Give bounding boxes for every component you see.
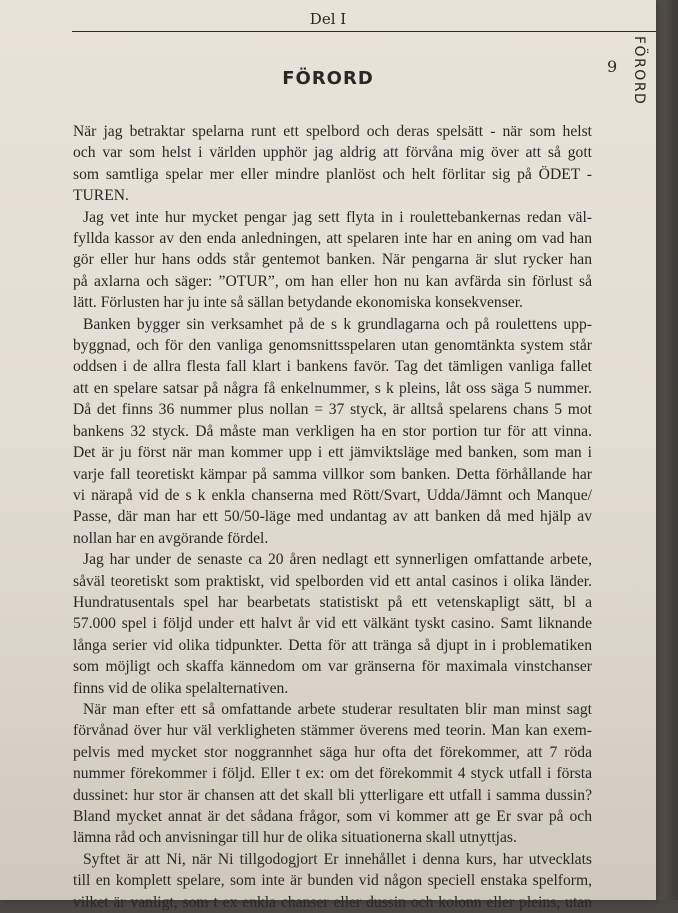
text-line: som samtliga spelar mer eller mindre planlöst och helt förlitar sig på ÖDET - [73,165,592,183]
body-text [73,121,592,913]
paragraph [73,314,592,549]
text-line: på axlarna och säger: ”OTUR”, om han eller hon nu kan avfärda sin förlust så [73,272,592,290]
text-line: dussinet: hur stor är chansen att det skall bli ytterligare ett utfall i samma dussin? [73,786,592,804]
paragraph [73,549,592,699]
text-line: När man efter ett så omfattande arbete studerar resultaten blir man minst sagt [83,700,592,718]
text-line: nollan har en avgörande fördel. [73,529,269,547]
text-line: Passe, där man har ett 50/50-läge med undantag av att banken då med hjälp av [73,508,592,526]
paragraph [73,849,592,913]
header-rule [72,31,656,32]
text-line: som möjligt och skaffa kännedom om var gränserna för maximala vinstchanser [73,658,592,676]
text-line: Bland mycket annat är det sådana frågor, som vi kommer att ge Er svar på och [73,808,592,825]
text-line: till en komplett spelare, som inte är bunden vid någon speciell enstaka spelform, [73,872,592,890]
text-line: långa serier vid olika tidpunkter. Detta för att tränga så djupt in i problematiken [73,636,592,654]
section-tab: FÖRORD [631,36,647,106]
text-line: såväl teoretiskt som praktiskt, vid spelborden vid ett antal casinos i olika länder. [73,572,592,590]
chapter-title: FÖRORD [282,68,374,89]
text-line: 57.000 spel i följd under ett halvt år vid ett välkänt tyskt casino. Samt liknande [73,615,592,633]
text-line: byggnad, och för den vanliga genomsnittsspelaren utan genomtänkta system står [73,337,592,355]
text-line: Jag vet inte hur mycket pengar jag sett flyta in i roulettebankernas redan väl- [83,208,592,226]
text-line: vilket är vanligt, som t ex enkla chanser eller dussin och kolonn eller pleins, utan [73,893,592,911]
text-line: gör eller hur hans odds står gentemot banken. När pengarna är slut rycker han [73,251,592,269]
page-number: 9 [607,57,618,76]
text-line: lämna råd och anvisningar till hur de olika situationerna skall utnyttjas. [73,829,517,847]
text-line: TUREN. [73,187,129,205]
text-line: och var som helst i världen upphör jag aldrig att förvåna mig över att så gott [73,144,592,162]
paragraph [73,121,592,207]
paragraph [73,207,592,314]
text-line: förvånad över hur väl verkligheten stämmer överens med teorin. Man kan exem- [73,722,592,740]
text-line: Banken bygger sin verksamhet på de s k grundlagarna och på roulettens upp- [83,315,592,333]
text-line: nummer förekommer i följd. Eller t ex: om det förekommit 4 styck utfall i första [73,765,592,783]
text-line: varje fall teoretiskt kämpar på samma villkor som banken. Detta förhållande har [73,465,592,483]
text-line: Jag har under de senaste ca 20 åren nedlagt ett synnerligen omfattande arbete, [83,551,592,569]
text-line: vi närapå vid de s k enkla chanserna med Rött/Svart, Udda/Jämnt och Manque/ [73,486,592,504]
text-line: bankens 32 styck. Då måste man verkligen ha en stor portion tur för att vinna. [73,422,592,440]
text-line: Då det finns 36 nummer plus nollan = 37 styck, är alltså spelarens chans 5 mot [73,401,592,419]
text-line: Det är ju först när man kommer upp i ett jämviktsläge med banken, som man i [73,444,592,462]
text-line: Syftet är att Ni, när Ni tillgodogjort Er innehållet i denna kurs, har utvecklats [83,850,592,868]
text-line: pelvis med mycket stor noggrannhet säga hur ofta det förekommer, att 7 röda [73,743,592,761]
running-head: Del I [309,10,347,28]
text-line: Hundratusentals spel har bearbetats statistiskt på ett vetenskapligt sätt, bl a [73,593,592,611]
text-line: att en spelare satsar på några få enkelnummer, s k pleins, låt oss säga 5 nummer. [73,379,592,397]
text-line: lätt. Förlusten har ju inte så sällan betydande ekonomiska konsekvenser. [73,294,523,312]
text-line: fyllda kassor av den enda anledningen, att spelaren inte har en aning om vad han [73,230,592,248]
text-line: oddsen i de allra flesta fall klart i bankens favör. Tag det tämligen vanliga fallet [73,358,592,376]
text-line: finns vid de olika spelalternativen. [73,679,289,697]
text-line: När jag betraktar spelarna runt ett spelbord och deras spelsätt - när som helst [73,123,592,140]
paragraph [73,699,592,849]
